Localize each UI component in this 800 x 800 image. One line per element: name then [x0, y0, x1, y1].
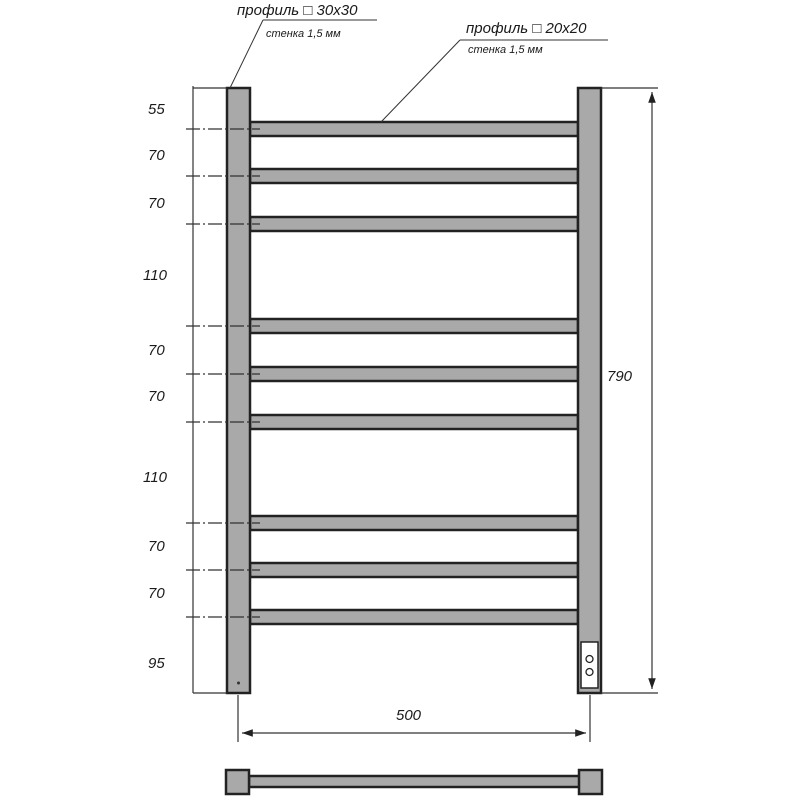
spacing-label-7: 110: [143, 469, 167, 486]
cross-bar-6: [250, 415, 578, 429]
cross-bar-2: [250, 169, 578, 183]
spacing-label-8: 70: [148, 538, 165, 555]
spacing-label-6: 70: [148, 388, 165, 405]
top-view: [226, 770, 602, 794]
left-post: [227, 88, 250, 693]
vertical-profile-wall: стенка 1,5 мм: [266, 28, 341, 40]
cross-bars: [250, 122, 578, 624]
cross-bar-1: [250, 122, 578, 136]
right-post: [578, 88, 601, 693]
top-view-bar: [249, 776, 580, 787]
cross-bar-3: [250, 217, 578, 231]
cross-bar-7: [250, 516, 578, 530]
spacing-label-10: 95: [148, 655, 165, 672]
spacing-label-1: 55: [148, 101, 165, 118]
vertical-profile-title: профиль □ 30x30: [237, 2, 358, 19]
cross-bar-5: [250, 367, 578, 381]
spacing-label-4: 110: [143, 267, 167, 284]
horizontal-profile-wall: стенка 1,5 мм: [468, 44, 543, 56]
height-dimension: [601, 88, 658, 693]
width-label: 500: [396, 707, 422, 724]
horizontal-profile-title: профиль □ 20x20: [466, 20, 587, 37]
left-post-plug-icon: [237, 682, 240, 685]
cross-bar-4: [250, 319, 578, 333]
spacing-label-9: 70: [148, 585, 165, 602]
height-label: 790: [607, 368, 633, 385]
top-view-left-post: [226, 770, 249, 794]
spacing-label-3: 70: [148, 195, 165, 212]
spacing-label-2: 70: [148, 147, 165, 164]
connector-icon: [581, 642, 598, 688]
cross-bar-8: [250, 563, 578, 577]
spacing-label-5: 70: [148, 342, 165, 359]
cross-bar-9: [250, 610, 578, 624]
top-view-right-post: [579, 770, 602, 794]
